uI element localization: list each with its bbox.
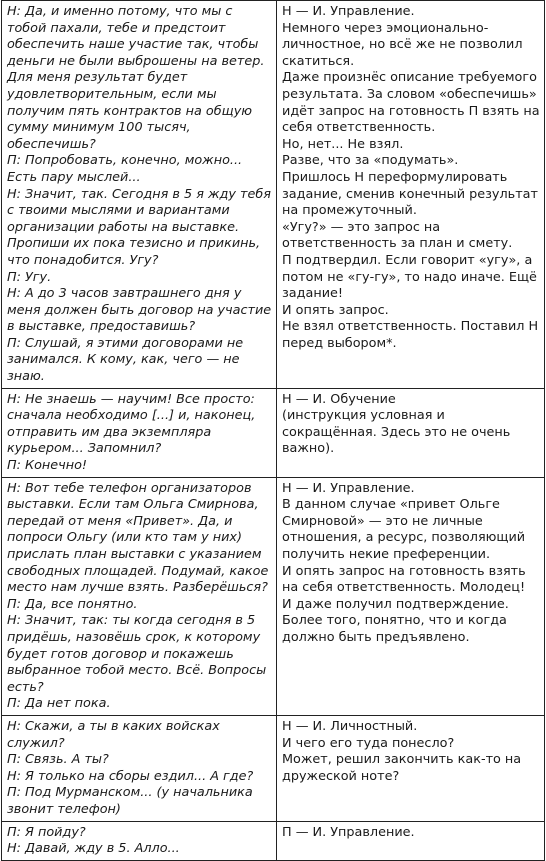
dialogue-line: Н: Да, и именно потому, что мы с тобой пахали, тебе и предстоит обеспечить наше участие так, чтобы деньги не были выброшены на ветер. Для меня результат будет удовлетворительным, если мы получим пять контрактов на общую сумму минимум 100 тысяч, обеспечишь? bbox=[7, 4, 265, 152]
dialogue-line: Н: Значит, так. Сегодня в 5 я жду тебя с твоими мыслями и вариантами организации работы на выставке. Пропиши их пока тезисно и прикинь, что понадобится. Угу? bbox=[7, 186, 271, 268]
commentary-line: П — И. Управление. bbox=[282, 824, 415, 840]
dialogue-line: Н: А до 3 часов завтрашнего дня у меня должен быть договор на участие в выставке, предоставишь? bbox=[7, 286, 272, 335]
dialogue-line: П: Под Мурманском... (у начальника звонит телефон) bbox=[7, 785, 253, 817]
commentary-line: Н — И. Управление. bbox=[282, 4, 415, 19]
dialogue-cell bbox=[2, 388, 277, 477]
dialogue-cell bbox=[2, 1, 277, 389]
commentary-cell bbox=[277, 388, 545, 477]
dialogue-cell bbox=[2, 477, 277, 715]
commentary-line: Н — И. Личностный. bbox=[282, 718, 418, 734]
commentary-cell bbox=[277, 821, 545, 860]
table-row bbox=[2, 821, 545, 860]
commentary-line: Может, решил закончить как-то на дружеской ноте? bbox=[282, 752, 522, 784]
commentary-line: И опять запрос. bbox=[282, 302, 389, 318]
table-row bbox=[2, 477, 545, 715]
dialogue-line: Н: Не знаешь — научим! Все просто: сначала необходимо [...] и, наконец, отправить им два экземпляра курьером... Запомнил? bbox=[7, 391, 256, 457]
table-row bbox=[2, 715, 545, 821]
dialogue-line: П: Я пойду? bbox=[7, 824, 86, 840]
commentary-cell bbox=[277, 1, 545, 389]
dialogue-cell bbox=[2, 821, 277, 860]
commentary-line: Не взял ответственность. Поставил Н перед выбором*. bbox=[282, 319, 539, 351]
dialogue-line: Н: Я только на сборы ездил... А где? bbox=[7, 768, 254, 784]
commentary-line: (инструкция условная и сокращённая. Здесь это не очень важно). bbox=[282, 408, 511, 457]
dialogue-line: П: Попробовать, конечно, можно... Есть пару мыслей... bbox=[7, 153, 243, 185]
dialogue-line: П: Угу. bbox=[7, 269, 52, 285]
dialogue-analysis-table bbox=[1, 0, 545, 861]
dialogue-line: П: Слушай, я этими договорами не занимался. К кому, как, чего — не знаю. bbox=[7, 335, 244, 385]
dialogue-cell bbox=[2, 715, 277, 821]
commentary-line: Но, нет... Не взял. bbox=[282, 136, 404, 152]
commentary-line: Н — И. Управление. bbox=[282, 480, 415, 496]
dialogue-line: П: Да, все понятно. bbox=[7, 596, 138, 612]
dialogue-line: Н: Значит, так: ты когда сегодня в 5 придёшь, назовёшь срок, к которому будет готов договор и покажешь выбранное тобой место. Всё. Вопросы есть? bbox=[7, 613, 267, 695]
commentary-line: «Угу?» — это запрос на ответственность за план и смету. bbox=[282, 219, 513, 252]
commentary-line: П подтвердил. Если говорит «угу», а потом не «гу-гу», то надо иначе. Ещё задание! bbox=[282, 252, 537, 302]
commentary-line: Немного через эмоционально-личностное, но всё же не позволил скатиться. bbox=[282, 20, 523, 69]
commentary-cell bbox=[277, 715, 545, 821]
dialogue-line: Н: Вот тебе телефон организаторов выставки. Если там Ольга Смирнова, передай от меня «Привет». Да, и попроси Ольгу (или кто там у них) прислать план выставки с указанием свободных площадей. Подумай, какое место нам лучше взять. Разберёшься? bbox=[7, 480, 269, 596]
commentary-line: Даже произнёс описание требуемого результата. За словом «обеспечишь» идёт запрос на готовность П взять на себя ответственность. bbox=[282, 70, 540, 136]
commentary-line: Разве, что за «подумать». bbox=[282, 153, 459, 169]
commentary-line: И даже получил подтверждение. bbox=[282, 596, 509, 612]
dialogue-line: П: Да нет пока. bbox=[7, 696, 111, 712]
dialogue-line: Н: Давай, жду в 5. Алло... bbox=[7, 841, 180, 857]
commentary-line: И чего его туда понесло? bbox=[282, 735, 455, 751]
commentary-line: И опять запрос на готовность взять на себя ответственность. Молодец! bbox=[282, 563, 526, 596]
table-row bbox=[2, 1, 545, 389]
commentary-line: Более того, понятно, что и когда должно быть предъявлено. bbox=[282, 613, 507, 645]
table-row bbox=[2, 388, 545, 477]
dialogue-line: Н: Скажи, а ты в каких войсках служил? bbox=[7, 718, 220, 751]
commentary-line: Пришлось Н переформулировать задание, сменив конечный результат на промежуточный. bbox=[282, 169, 538, 219]
commentary-line: В данном случае «привет Ольге Смирновой» — это не личные отношения, а ресурс, позволяющий получить некие преференции. bbox=[282, 497, 526, 562]
dialogue-line: П: Связь. А ты? bbox=[7, 752, 109, 768]
commentary-line: Н — И. Обучение bbox=[282, 391, 396, 407]
commentary-cell bbox=[277, 477, 545, 715]
dialogue-line: П: Конечно! bbox=[7, 458, 88, 474]
